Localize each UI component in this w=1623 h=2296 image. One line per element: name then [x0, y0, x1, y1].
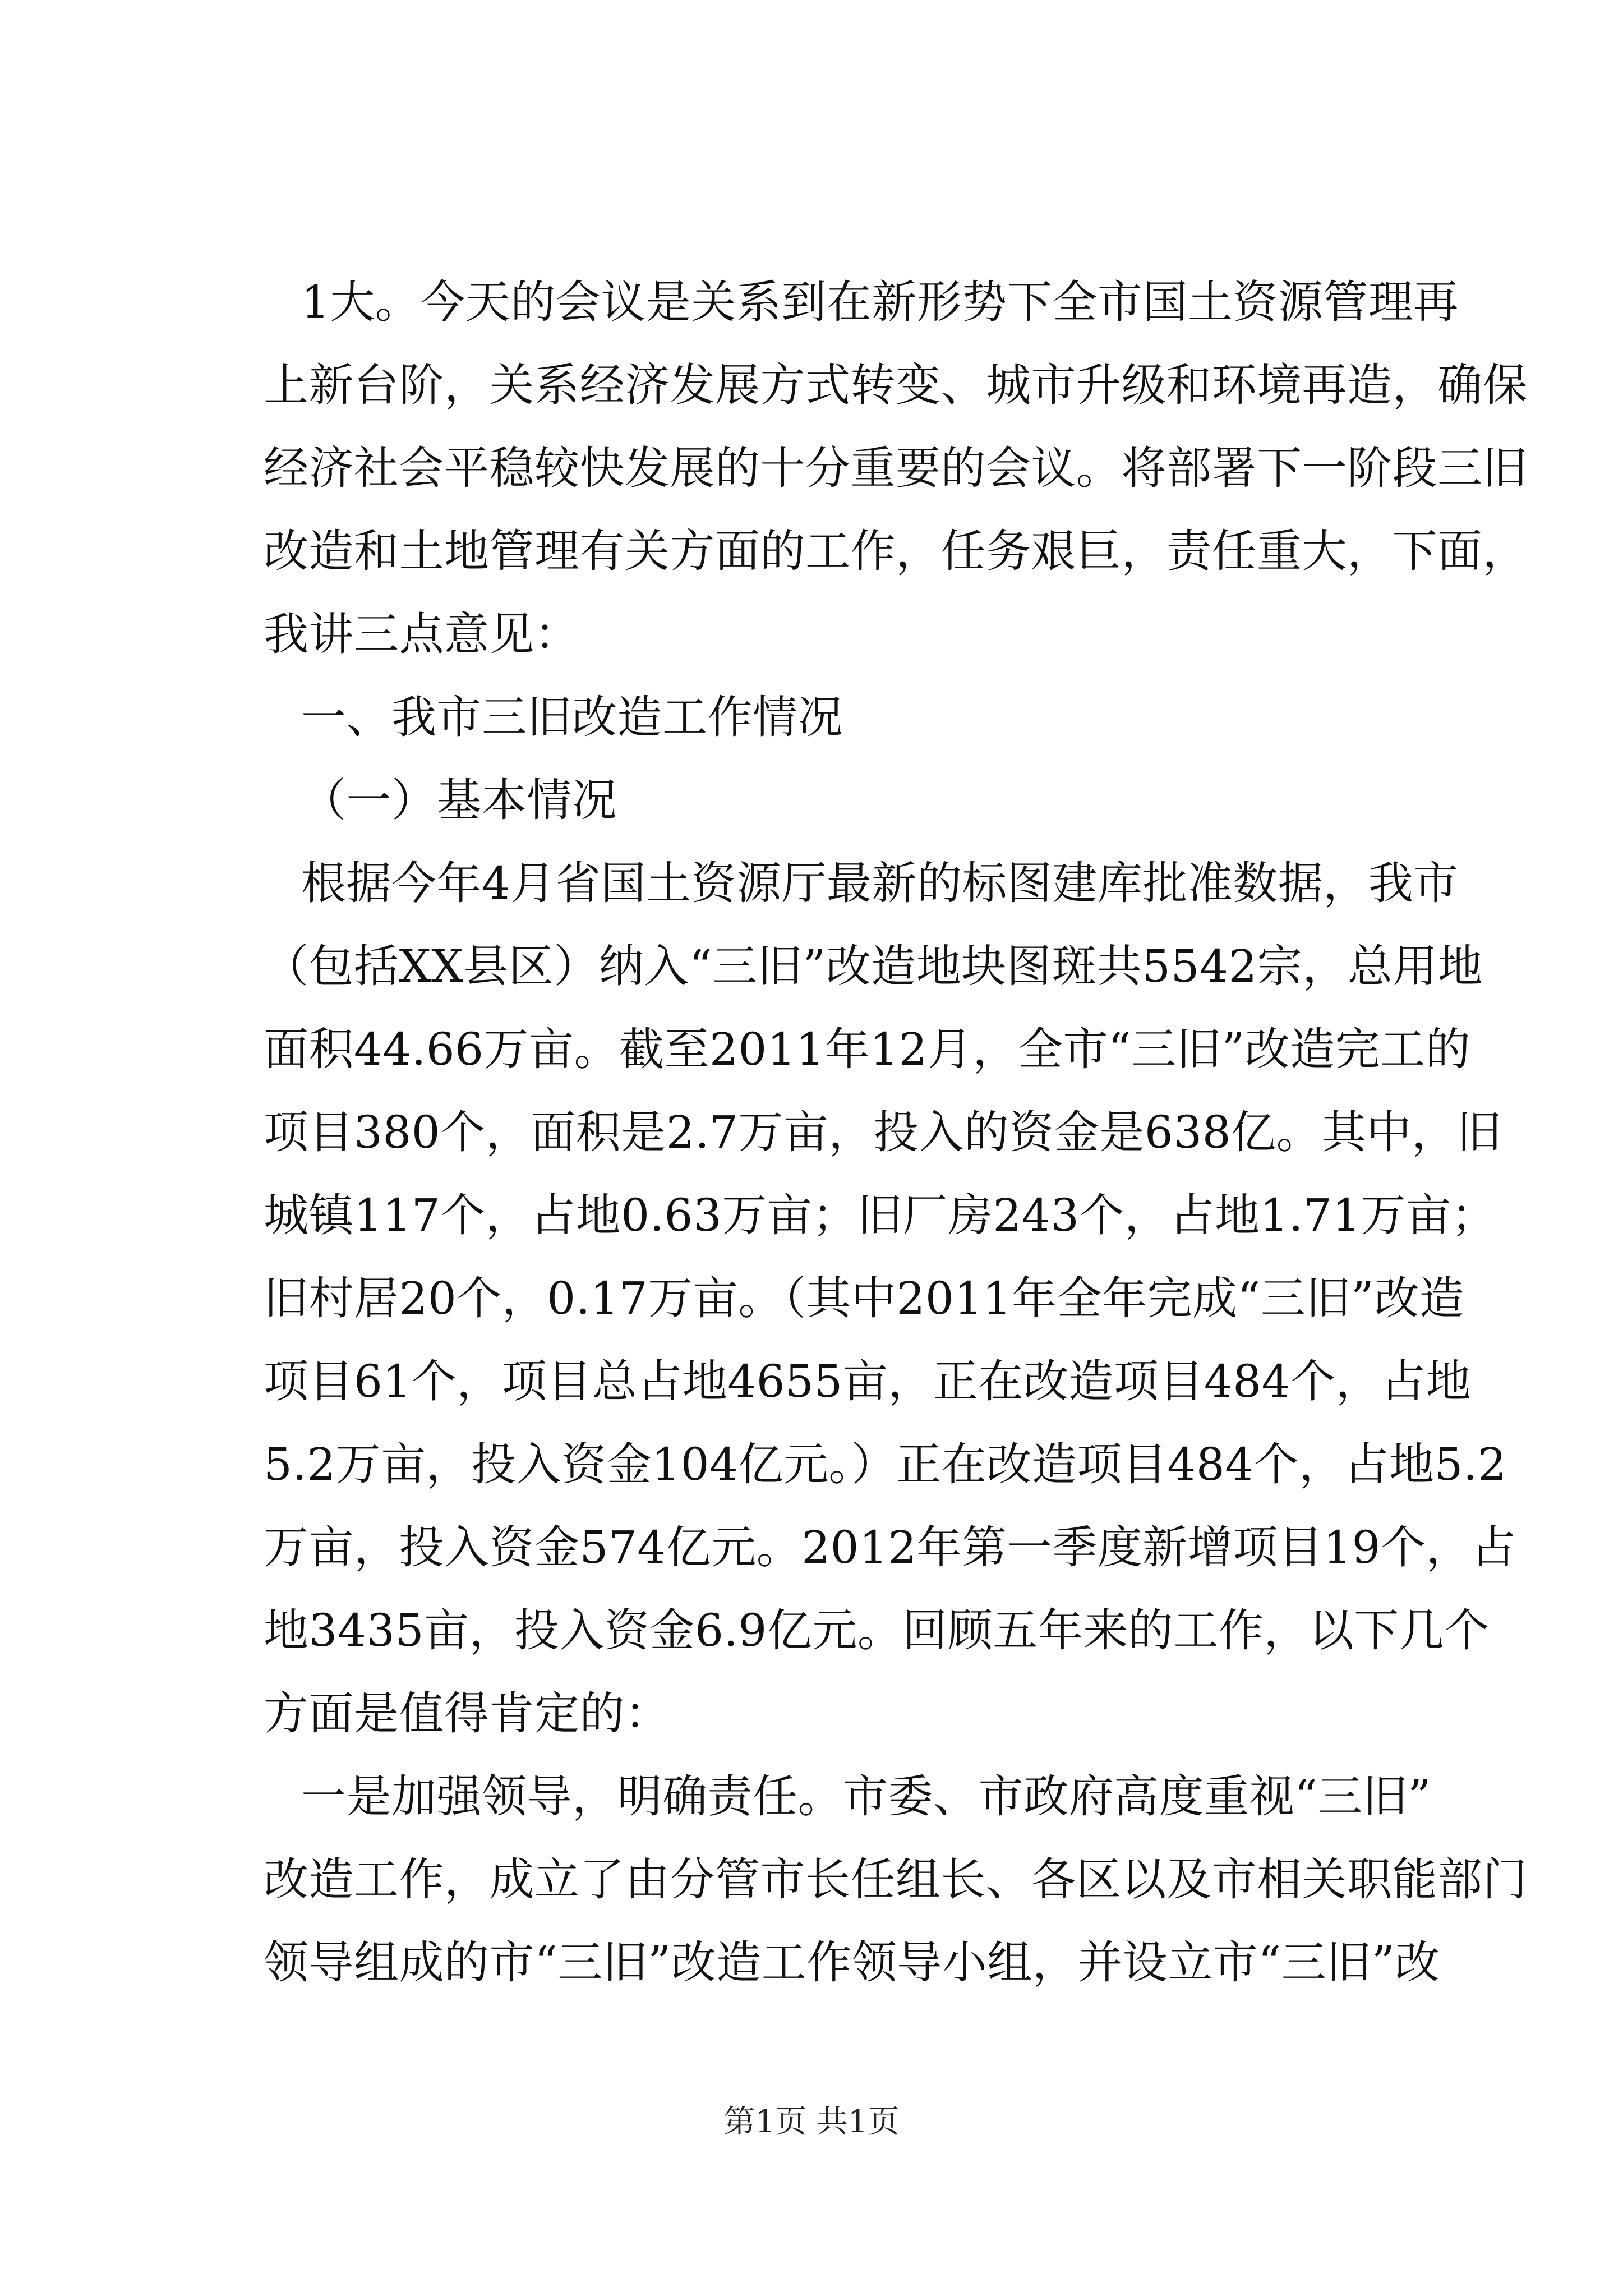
paragraph-line: 一是加强领导，明确责任。市委、市政府高度重视“三旧” [301, 1770, 1431, 1823]
paragraph-line: 改造工作，成立了由分管市长任组长、各区以及市相关职能部门 [264, 1853, 1528, 1906]
paragraph-line: 经济社会平稳较快发展的十分重要的会议。将部署下一阶段三旧 [264, 442, 1528, 494]
paragraph-line: 我讲三点意见： [264, 608, 580, 660]
paragraph-line: 万亩，投入资金574亿元。2012年第一季度新增项目19个，占 [264, 1521, 1516, 1573]
page-footer: 第1页 共1页 [723, 2104, 900, 2140]
document-body [264, 261, 1528, 2004]
paragraph-line: 5.2万亩，投入资金104亿元。）正在改造项目484个，占地5.2 [264, 1438, 1507, 1490]
paragraph-line: 面积44.66万亩。截至2011年12月，全市“三旧”改造完工的 [264, 1023, 1471, 1075]
section-heading: 一、我市三旧改造工作情况 [301, 691, 843, 743]
paragraph-line: 地3435亩，投入资金6.9亿元。回顾五年来的工作，以下几个 [264, 1604, 1490, 1657]
paragraph-line: 项目61个，项目总占地4655亩，正在改造项目484个，占地 [264, 1355, 1472, 1407]
paragraph-line: 根据今年4月省国土资源厅最新的标图建库批准数据，我市 [301, 857, 1459, 909]
paragraph-line: 旧村居20个，0.17万亩。（其中2011年全年完成“三旧”改造 [264, 1272, 1465, 1324]
paragraph-line: 领导组成的市“三旧”改造工作领导小组，并设立市“三旧”改 [264, 1936, 1440, 1989]
paragraph-line: 方面是值得肯定的： [264, 1687, 670, 1740]
paragraph-line: 上新台阶，关系经济发展方式转变、城市升级和环境再造，确保 [264, 359, 1528, 411]
paragraph-line: 改造和土地管理有关方面的工作，任务艰巨，责任重大，下面， [264, 525, 1528, 577]
paragraph-line: 项目380个，面积是2.7万亩，投入的资金是638亿。其中，旧 [264, 1106, 1502, 1158]
paragraph-line: 1大。今天的会议是关系到在新形势下全市国土资源管理再 [301, 276, 1459, 328]
subsection-heading: （一）基本情况 [301, 774, 617, 826]
paragraph-line: （包括XX县区）纳入“三旧”改造地块图斑共5542宗，总用地 [264, 940, 1483, 992]
paragraph-line: 城镇117个，占地0.63万亩；旧厂房243个，占地1.71万亩； [264, 1189, 1497, 1241]
